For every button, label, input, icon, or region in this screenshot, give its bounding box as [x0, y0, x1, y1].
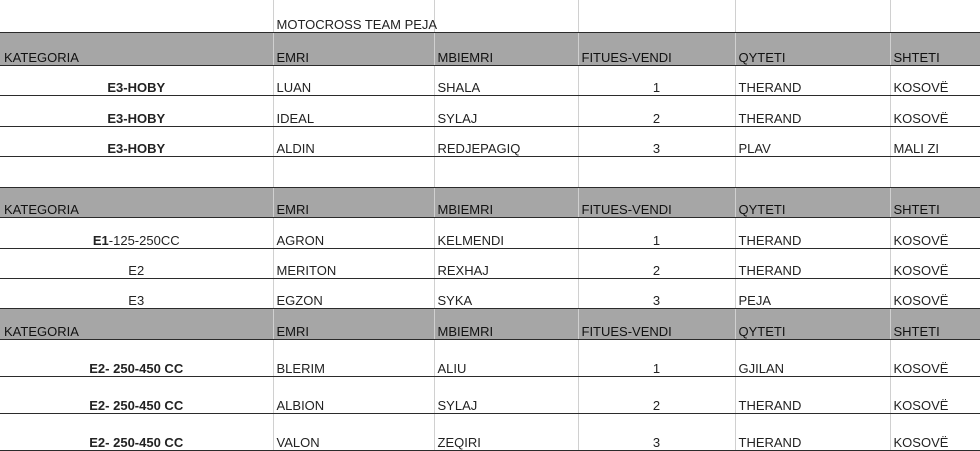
shteti-cell[interactable]: KOSOVË — [890, 376, 980, 413]
shteti-cell[interactable]: KOSOVË — [890, 339, 980, 376]
vendi-cell[interactable]: 1 — [578, 65, 735, 95]
kategoria-cell[interactable]: E3 — [0, 278, 273, 308]
kategoria-cell[interactable]: E2- 250-450 CC — [0, 339, 273, 376]
header-fitues-vendi[interactable]: FITUES-VENDI — [578, 32, 735, 65]
emri-cell[interactable]: IDEAL — [273, 95, 434, 126]
cell[interactable] — [578, 0, 735, 32]
header-mbiemri[interactable]: MBIEMRI — [434, 187, 578, 217]
header-row — [0, 187, 980, 217]
vendi-cell[interactable]: 1 — [578, 217, 735, 248]
mbiemri-cell[interactable]: REXHAJ — [434, 248, 578, 278]
table-row — [0, 339, 980, 376]
qyteti-cell[interactable]: THERAND — [735, 376, 890, 413]
header-emri[interactable]: EMRI — [273, 32, 434, 65]
kategoria-cell[interactable]: E3-HOBY — [0, 95, 273, 126]
table-row — [0, 65, 980, 95]
vendi-cell[interactable]: 3 — [578, 126, 735, 156]
header-row — [0, 308, 980, 339]
mbiemri-cell[interactable]: SYLAJ — [434, 376, 578, 413]
emri-cell[interactable]: LUAN — [273, 65, 434, 95]
vendi-cell[interactable]: 2 — [578, 376, 735, 413]
header-qyteti[interactable]: QYTETI — [735, 187, 890, 217]
header-row — [0, 32, 980, 65]
header-emri[interactable]: EMRI — [273, 187, 434, 217]
table-row — [0, 376, 980, 413]
emri-cell[interactable]: EGZON — [273, 278, 434, 308]
kategoria-cell[interactable]: E2- 250-450 CC — [0, 413, 273, 450]
header-kategoria[interactable]: KATEGORIA — [0, 187, 273, 217]
shteti-cell[interactable]: KOSOVË — [890, 217, 980, 248]
header-qyteti[interactable]: QYTETI — [735, 32, 890, 65]
qyteti-cell[interactable]: THERAND — [735, 217, 890, 248]
shteti-cell[interactable]: KOSOVË — [890, 65, 980, 95]
vendi-cell[interactable]: 2 — [578, 95, 735, 126]
shteti-cell[interactable]: KOSOVË — [890, 248, 980, 278]
qyteti-cell[interactable]: GJILAN — [735, 339, 890, 376]
emri-cell[interactable]: ALBION — [273, 376, 434, 413]
qyteti-cell[interactable]: THERAND — [735, 65, 890, 95]
emri-cell[interactable]: VALON — [273, 413, 434, 450]
vendi-cell[interactable]: 3 — [578, 413, 735, 450]
kategoria-cell[interactable] — [0, 217, 273, 248]
vendi-cell[interactable]: 2 — [578, 248, 735, 278]
cell[interactable] — [735, 156, 890, 187]
table-row — [0, 126, 980, 156]
qyteti-cell[interactable]: THERAND — [735, 248, 890, 278]
mbiemri-cell[interactable]: SHALA — [434, 65, 578, 95]
cell[interactable] — [735, 0, 890, 32]
emri-cell[interactable]: AGRON — [273, 217, 434, 248]
header-emri[interactable]: EMRI — [273, 308, 434, 339]
mbiemri-cell[interactable]: SYLAJ — [434, 95, 578, 126]
emri-cell[interactable]: BLERIM — [273, 339, 434, 376]
header-qyteti[interactable]: QYTETI — [735, 308, 890, 339]
kategoria-cell[interactable]: E3-HOBY — [0, 126, 273, 156]
qyteti-cell[interactable]: PLAV — [735, 126, 890, 156]
emri-cell[interactable]: ALDIN — [273, 126, 434, 156]
vendi-cell[interactable]: 3 — [578, 278, 735, 308]
header-fitues-vendi[interactable]: FITUES-VENDI — [578, 187, 735, 217]
header-shteti[interactable]: SHTETI — [890, 187, 980, 217]
cell[interactable] — [890, 0, 980, 32]
cell[interactable] — [0, 156, 273, 187]
header-fitues-vendi[interactable]: FITUES-VENDI — [578, 308, 735, 339]
sheet-title[interactable]: MOTOCROSS TEAM PEJA — [273, 0, 434, 32]
header-kategoria[interactable]: KATEGORIA — [0, 308, 273, 339]
kategoria-bold: E1 — [92, 232, 109, 248]
kategoria-cell[interactable]: E2 — [0, 248, 273, 278]
qyteti-cell[interactable]: THERAND — [735, 95, 890, 126]
header-shteti[interactable]: SHTETI — [890, 32, 980, 65]
table-row — [0, 278, 980, 308]
table-row — [0, 413, 980, 450]
mbiemri-cell[interactable]: SYKA — [434, 278, 578, 308]
shteti-cell[interactable]: MALI ZI — [890, 126, 980, 156]
header-mbiemri[interactable]: MBIEMRI — [434, 32, 578, 65]
cell[interactable] — [273, 156, 434, 187]
cell[interactable] — [434, 156, 578, 187]
table-row — [0, 95, 980, 126]
header-kategoria[interactable]: KATEGORIA — [0, 32, 273, 65]
shteti-cell[interactable]: KOSOVË — [890, 278, 980, 308]
cell[interactable] — [890, 156, 980, 187]
mbiemri-cell[interactable]: KELMENDI — [434, 217, 578, 248]
kategoria-rest: -125-250CC — [108, 232, 180, 248]
kategoria-cell[interactable]: E2- 250-450 CC — [0, 376, 273, 413]
cell[interactable] — [578, 156, 735, 187]
header-shteti[interactable]: SHTETI — [890, 308, 980, 339]
cell[interactable] — [0, 0, 273, 32]
cell[interactable] — [434, 0, 578, 32]
kategoria-cell[interactable]: E3-HOBY — [0, 65, 273, 95]
shteti-cell[interactable]: KOSOVË — [890, 413, 980, 450]
mbiemri-cell[interactable]: ALIU — [434, 339, 578, 376]
table-row — [0, 248, 980, 278]
mbiemri-cell[interactable]: REDJEPAGIQ — [434, 126, 578, 156]
title-row — [0, 0, 980, 32]
mbiemri-cell[interactable]: ZEQIRI — [434, 413, 578, 450]
emri-cell[interactable]: MERITON — [273, 248, 434, 278]
qyteti-cell[interactable]: PEJA — [735, 278, 890, 308]
blank-row — [0, 156, 980, 187]
table-row — [0, 217, 980, 248]
vendi-cell[interactable]: 1 — [578, 339, 735, 376]
header-mbiemri[interactable]: MBIEMRI — [434, 308, 578, 339]
shteti-cell[interactable]: KOSOVË — [890, 95, 980, 126]
qyteti-cell[interactable]: THERAND — [735, 413, 890, 450]
